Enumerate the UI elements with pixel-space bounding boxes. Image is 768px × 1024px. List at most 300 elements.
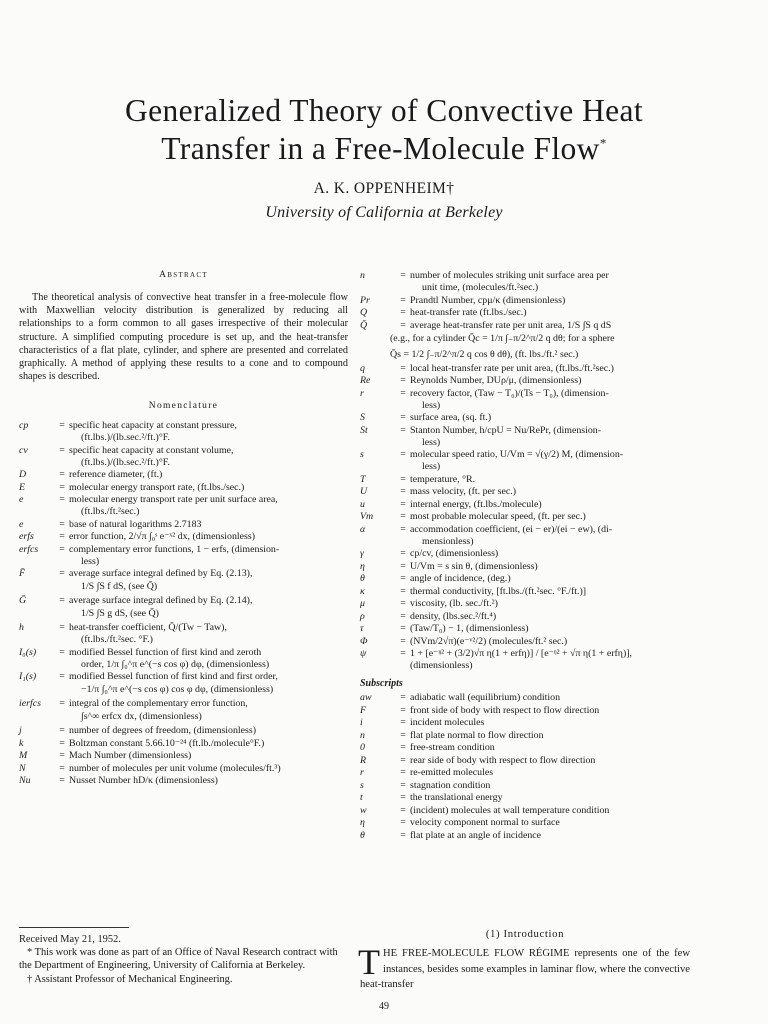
definition-text: Reynolds Number, DUρ/μ, (dimensionless) — [410, 375, 582, 386]
definition — [410, 648, 690, 672]
equals-sign: = — [400, 635, 406, 647]
equals-sign: = — [400, 598, 406, 609]
definition-text: specific heat capacity at constant volume, — [69, 444, 234, 456]
definition-text: flat plate normal to flow direction — [410, 729, 544, 741]
nomenclature-row — [360, 474, 690, 486]
symbol: η — [360, 560, 365, 572]
definition — [69, 519, 348, 531]
equals-sign: = — [400, 294, 406, 306]
definition-text: (Taw/T₀) − 1, (dimensionless) — [410, 623, 529, 634]
definition — [410, 792, 690, 804]
ierfc-formula: ∫s^∞ erfcx dx, (dimensionless) — [81, 711, 202, 723]
page-number: 49 — [379, 1001, 389, 1012]
definition — [410, 742, 690, 754]
bessel-i1-formula: −1/π ∫₀^π e^(−s cos φ) cos φ dφ, (dimensionless) — [81, 684, 274, 696]
introduction-text — [358, 942, 690, 993]
symbol: St — [360, 424, 368, 436]
definition-text: reference diameter, (ft.) — [69, 469, 163, 481]
symbol: Φ — [360, 635, 368, 647]
definition-text: recovery factor, (Taw − T₀)/(Ts − T₀), (dimension- — [410, 387, 609, 399]
definition-text: viscosity, (lb. sec./ft.²) — [410, 598, 498, 609]
symbol: e — [19, 494, 24, 506]
definition-text: molecular energy transport rate, (ft.lbs./sec.) — [69, 481, 245, 493]
definition-text: front side of body with respect to flow direction — [410, 704, 600, 716]
definition — [410, 449, 690, 473]
definition — [410, 830, 690, 842]
abstract-text: The theoretical analysis of convective heat transfer in a free-molecule flow with Maxwellian velocity distribution is generalized by reducing all relationships to a form common to all gases irrespective of their molecular structure. A simplified computing procedure is set up, and the heat-transfer characteristics of a flat plate, cylinder, and sphere are presented and correlated graphically. A method of applying these results to a cone and to compound shapes is described. — [19, 292, 348, 383]
received-date: Received May 21, 1952. — [19, 934, 121, 945]
definition-text: heat-transfer rate (ft.lbs./sec.) — [410, 307, 527, 318]
symbol: θ — [360, 829, 365, 841]
equals-sign: = — [400, 717, 406, 728]
definition-text: Mach Number (dimensionless) — [69, 750, 192, 762]
definition — [410, 548, 690, 560]
definition — [69, 595, 348, 607]
equals-sign: = — [59, 737, 65, 749]
definition-text: molecular speed ratio, U/Vm = √(γ/2) M, (dimension- — [410, 449, 624, 460]
right-column — [360, 270, 690, 842]
definition-continuation: (ft.lbs.)/(lb.sec.²/ft.)°F. — [81, 456, 170, 468]
definition-continuation: unit time, (molecules/ft.²sec.) — [422, 282, 539, 293]
nomenclature-row — [19, 531, 348, 543]
equals-sign: = — [59, 543, 65, 555]
definition — [410, 363, 690, 375]
equals-sign: = — [400, 449, 406, 460]
definition-text: adiabatic wall (equilibrium) condition — [410, 692, 561, 703]
definition — [410, 320, 690, 332]
definition — [410, 598, 690, 610]
footnotes — [19, 927, 348, 986]
nomenclature-row — [360, 817, 690, 829]
nomenclature-row — [19, 750, 348, 762]
nomenclature-row — [19, 725, 348, 737]
definition — [69, 445, 348, 469]
nomenclature-row — [360, 307, 690, 319]
definition — [410, 511, 690, 523]
nomenclature-row — [360, 830, 690, 842]
definition-continuation: (ft.lbs./ft.²sec.) — [81, 506, 140, 518]
nomenclature-row — [19, 494, 348, 518]
nomenclature-row — [360, 586, 690, 598]
symbol: Nu — [19, 775, 31, 787]
definition — [410, 805, 690, 817]
symbol: κ — [360, 585, 365, 597]
definition-text: incident molecules — [410, 717, 485, 728]
nomenclature-row — [19, 698, 348, 710]
footnote-funding: * This work was done as part of an Office of Naval Research contract with the Department of Engineering, University of California at Berkeley. — [19, 947, 338, 972]
symbol: η — [360, 817, 365, 828]
nomenclature-row — [19, 622, 348, 646]
nomenclature-row — [360, 648, 690, 672]
nomenclature-row — [19, 763, 348, 775]
footnote-author: † Assistant Professor of Mechanical Engineering. — [27, 973, 233, 985]
equals-sign: = — [400, 548, 406, 559]
definition-text: Stanton Number, h/cpU = Nu/RePr, (dimension- — [410, 424, 602, 436]
equals-sign: = — [400, 704, 406, 716]
definition — [69, 647, 348, 671]
definition-text: heat-transfer coefficient, Q̄/(Tw − Taw), — [69, 622, 227, 634]
definition-text: Boltzman constant 5.66.10⁻²⁴ (ft.lb./molecule°F.) — [69, 737, 265, 749]
symbol: I₁(s) — [19, 671, 37, 683]
nomenclature-row — [360, 705, 690, 717]
definition-text: angle of incidence, (deg.) — [410, 573, 511, 584]
definition-text: temperature, °R. — [410, 473, 476, 485]
footnote-rule — [19, 927, 129, 928]
nomenclature-row — [360, 598, 690, 610]
equals-sign: = — [400, 779, 406, 791]
equals-sign: = — [400, 486, 406, 497]
definition — [410, 524, 690, 548]
nomenclature-row — [19, 519, 348, 531]
drop-cap: T — [358, 942, 380, 982]
nomenclature-row — [19, 420, 348, 444]
definition — [410, 705, 690, 717]
equals-sign: = — [400, 473, 406, 485]
symbol: ψ — [360, 648, 367, 659]
equals-sign: = — [400, 754, 406, 766]
equals-sign: = — [59, 420, 65, 432]
definition — [410, 611, 690, 623]
definition — [410, 817, 690, 829]
symbol: α — [360, 523, 366, 535]
equals-sign: = — [400, 498, 406, 510]
equals-sign: = — [400, 270, 406, 281]
nomenclature-row — [360, 548, 690, 560]
equals-sign: = — [59, 595, 65, 607]
average-heat-formula-line2: Q̄s = 1/2 ∫₋π/2^π/2 q cos θ dθ), (ft. lbs./ft.² sec.) — [390, 348, 579, 360]
affiliation: University of California at Berkeley — [265, 204, 503, 221]
definition — [410, 295, 690, 307]
definition-text: 1 + [e⁻ᵑ² + (3/2)√π η(1 + erfη)] / [e⁻ᵑ² + √π η(1 + erfη)], (dimensionless) — [410, 648, 632, 671]
average-heat-formula — [360, 333, 690, 361]
nomenclature-row — [19, 568, 348, 580]
symbol: θ — [360, 573, 365, 584]
nomenclature-row — [360, 611, 690, 623]
introduction-body: HE FREE-MOLECULE FLOW RÉGIME represents one of the few instances, besides some examples in laminar flow, where the convective heat-transfer — [360, 948, 690, 990]
symbol: j — [19, 725, 22, 737]
nomenclature-row — [360, 499, 690, 511]
symbol: D — [19, 469, 27, 481]
equals-sign: = — [400, 729, 406, 741]
definition — [69, 763, 348, 775]
symbol: Ḡ — [19, 595, 27, 607]
equals-sign: = — [59, 750, 65, 762]
nomenclature-row — [360, 449, 690, 473]
definition — [410, 636, 690, 648]
definition-text: (incident) molecules at wall temperature condition — [410, 804, 610, 816]
nomenclature-row — [360, 573, 690, 585]
nomenclature-row — [19, 647, 348, 671]
nomenclature-row — [19, 445, 348, 469]
symbol: Q — [360, 307, 368, 318]
definition — [69, 738, 348, 750]
equals-sign: = — [59, 622, 65, 634]
nomenclature-row — [19, 482, 348, 494]
symbol: F̄ — [19, 568, 26, 580]
symbol: Q̄ — [360, 319, 368, 331]
title-line-2: Transfer in a Free-Molecule Flow — [161, 131, 600, 166]
symbol: Vm — [360, 511, 374, 522]
nomenclature-row — [360, 524, 690, 548]
definition-text: most probable molecular speed, (ft. per sec.) — [410, 511, 586, 522]
symbol: t — [360, 792, 363, 803]
equals-sign: = — [400, 585, 406, 597]
symbol: cp — [19, 420, 29, 432]
symbol: Pr — [360, 294, 370, 306]
equals-sign: = — [400, 523, 406, 535]
nomenclature-heading: Nomenclature — [148, 401, 219, 412]
symbol: U — [360, 486, 368, 497]
equals-sign: = — [400, 307, 406, 318]
definition-text: number of degrees of freedom, (dimensionless) — [69, 725, 257, 737]
nomenclature-row — [360, 717, 690, 729]
nomenclature-row — [360, 636, 690, 648]
gbar-formula: 1/S ∫S g dS, (see Q̄) — [81, 608, 159, 620]
definition — [69, 568, 348, 580]
symbol: r — [360, 387, 364, 399]
paper-title — [0, 92, 768, 168]
symbol: n — [360, 270, 365, 281]
definition-text: rear side of body with respect to flow direction — [410, 754, 596, 766]
nomenclature-row — [19, 738, 348, 750]
nomenclature-row — [360, 412, 690, 424]
definition — [410, 780, 690, 792]
equals-sign: = — [59, 469, 65, 481]
equals-sign: = — [400, 792, 406, 803]
author: A. K. OPPENHEIM† — [313, 180, 455, 197]
definition-text: cp/cv, (dimensionless) — [410, 548, 499, 559]
definition — [410, 270, 690, 294]
definition — [410, 730, 690, 742]
definition — [69, 622, 348, 646]
equals-sign: = — [400, 412, 406, 423]
title-line-1: Generalized Theory of Convective Heat — [125, 93, 643, 128]
symbol: n — [360, 729, 365, 741]
definition-continuation: less) — [81, 555, 100, 567]
left-column — [19, 270, 348, 788]
nomenclature-row — [360, 730, 690, 742]
equals-sign: = — [59, 494, 65, 506]
definition-continuation: less) — [422, 461, 441, 472]
nomenclature-row — [360, 511, 690, 523]
abstract-heading: Abstract — [159, 270, 208, 280]
equals-sign: = — [59, 725, 65, 737]
definition — [69, 725, 348, 737]
definition-text: average surface integral defined by Eq. (2.14), — [69, 595, 253, 607]
definition-text: modified Bessel function of first kind and zeroth — [69, 646, 262, 658]
nomenclature-row — [360, 767, 690, 779]
equals-sign: = — [59, 568, 65, 580]
definition-text: Nusset Number hD/κ (dimensionless) — [69, 775, 218, 787]
definition — [410, 307, 690, 319]
definition-text: velocity component normal to surface — [410, 817, 560, 828]
equals-sign: = — [59, 775, 65, 787]
symbol: F — [360, 704, 367, 716]
symbol: 0 — [360, 742, 365, 753]
nomenclature-row — [360, 780, 690, 792]
symbol: R — [360, 754, 367, 766]
definition — [69, 482, 348, 494]
equals-sign: = — [400, 511, 406, 522]
symbol: s — [360, 449, 364, 460]
nomenclature-right-top-list — [360, 270, 690, 332]
definition-text: (NVm/2√π)(e⁻ᵛ²/2) (molecules/ft.² sec.) — [410, 635, 568, 647]
symbol: ρ — [360, 610, 365, 622]
definition-text: stagnation condition — [410, 779, 491, 791]
symbol: aw — [360, 692, 372, 703]
definition-continuation: order, 1/π ∫₀^π e^(−s cos φ) dφ, (dimensionless) — [81, 658, 270, 670]
definition-text: base of natural logarithms 2.7183 — [69, 518, 202, 530]
nomenclature-left-list — [19, 420, 348, 787]
symbol: r — [360, 767, 364, 778]
definition-text: the translational energy — [410, 792, 503, 803]
definition — [410, 717, 690, 729]
symbol: μ — [360, 598, 365, 609]
nomenclature-row — [19, 595, 348, 607]
symbol: e — [19, 518, 24, 530]
definition-text: mass velocity, (ft. per sec.) — [410, 486, 517, 497]
definition — [410, 586, 690, 598]
equals-sign: = — [400, 804, 406, 816]
equals-sign: = — [59, 531, 65, 543]
definition-text: error function, 2/√π ∫₀ˢ e⁻ˣ² dx, (dimensionless) — [69, 531, 255, 543]
nomenclature-row — [360, 755, 690, 767]
equals-sign: = — [400, 742, 406, 753]
definition — [69, 750, 348, 762]
equals-sign: = — [400, 319, 406, 331]
nomenclature-row — [360, 692, 690, 704]
nomenclature-row — [360, 270, 690, 294]
definition — [410, 375, 690, 387]
definition-text: density, (lbs.sec.²/ft.⁴) — [410, 610, 497, 622]
symbol: i — [360, 717, 363, 728]
definition — [69, 531, 348, 543]
definition — [410, 499, 690, 511]
definition — [410, 623, 690, 635]
symbol: τ — [360, 623, 364, 634]
symbol: q — [360, 362, 365, 374]
definition — [69, 775, 348, 787]
equals-sign: = — [400, 648, 406, 659]
nomenclature-row — [360, 742, 690, 754]
symbol: cv — [19, 444, 28, 456]
definition-text: flat plate at an angle of incidence — [410, 829, 542, 841]
definition — [410, 486, 690, 498]
title-footnote-mark: * — [599, 135, 607, 151]
symbol: erfs — [19, 531, 34, 543]
symbol: s — [360, 779, 364, 791]
equals-sign: = — [400, 362, 406, 374]
equals-sign: = — [59, 671, 65, 683]
definition — [69, 698, 348, 710]
symbol: w — [360, 804, 367, 816]
definition — [410, 412, 690, 424]
symbol: I₀(s) — [19, 646, 37, 658]
symbol: γ — [360, 548, 364, 559]
definition-text: integral of the complementary error function, — [69, 698, 248, 710]
definition — [410, 425, 690, 449]
symbol: S — [360, 412, 365, 423]
nomenclature-row — [360, 623, 690, 635]
definition — [69, 671, 348, 683]
equals-sign: = — [59, 481, 65, 493]
definition — [69, 420, 348, 444]
nomenclature-row — [360, 320, 690, 332]
equals-sign: = — [400, 560, 406, 572]
definition — [410, 767, 690, 779]
definition-text: average heat-transfer rate per unit area, 1/S ∫S q dS — [410, 319, 612, 331]
definition-text: specific heat capacity at constant pressure, — [69, 420, 237, 432]
average-heat-formula-line1: (e.g., for a cylinder Q̄c = 1/π ∫₋π/2^π/2 q dθ; for a sphere — [390, 332, 615, 344]
nomenclature-row — [19, 671, 348, 683]
definition-text: surface area, (sq. ft.) — [410, 412, 492, 423]
nomenclature-row — [360, 388, 690, 412]
equals-sign: = — [400, 767, 406, 778]
definition-continuation: (ft.lbs.)/(lb.sec.²/ft.)°F. — [81, 432, 170, 444]
definition — [69, 494, 348, 518]
definition-text: number of molecules per unit volume (molecules/ft.³) — [69, 762, 281, 774]
symbol: N — [19, 762, 26, 774]
subscripts-list — [360, 692, 690, 842]
definition — [69, 544, 348, 568]
symbol: u — [360, 498, 365, 510]
equals-sign: = — [400, 817, 406, 828]
definition-text: average surface integral defined by Eq. (2.13), — [69, 568, 253, 580]
equals-sign: = — [400, 692, 406, 703]
definition-continuation: less) — [422, 436, 441, 448]
equals-sign: = — [59, 646, 65, 658]
equals-sign: = — [400, 610, 406, 622]
definition — [69, 469, 348, 481]
definition-text: thermal conductivity, [ft.lbs./(ft.²sec. °F./ft.)] — [410, 585, 587, 597]
symbol: M — [19, 750, 28, 762]
nomenclature-row — [360, 792, 690, 804]
definition — [410, 755, 690, 767]
definition — [410, 388, 690, 412]
definition-text: accommodation coefficient, (ei − er)/(ei − ew), (di- — [410, 523, 613, 535]
definition — [410, 474, 690, 486]
equals-sign: = — [400, 387, 406, 399]
subscripts-heading: Subscripts — [360, 678, 403, 689]
definition-text: U/Vm = s sin θ, (dimensionless) — [410, 560, 538, 572]
nomenclature-row — [360, 363, 690, 375]
symbol: k — [19, 737, 24, 749]
nomenclature-row — [360, 805, 690, 817]
equals-sign: = — [59, 444, 65, 456]
definition-continuation: less) — [422, 399, 441, 411]
nomenclature-row — [19, 775, 348, 787]
nomenclature-row — [360, 375, 690, 387]
equals-sign: = — [59, 762, 65, 774]
equals-sign: = — [400, 623, 406, 634]
definition-text: Prandtl Number, cpμ/κ (dimensionless) — [410, 294, 566, 306]
definition — [410, 573, 690, 585]
definition — [410, 561, 690, 573]
definition-text: internal energy, (ft.lbs./molecule) — [410, 498, 542, 510]
symbol: Re — [360, 375, 371, 386]
equals-sign: = — [400, 424, 406, 436]
definition-text: modified Bessel function of first kind and first order, — [69, 671, 278, 683]
symbol: h — [19, 622, 24, 634]
nomenclature-row — [360, 425, 690, 449]
nomenclature-row — [19, 544, 348, 568]
definition — [410, 692, 690, 704]
definition-text: local heat-transfer rate per unit area, (ft.lbs./ft.²sec.) — [410, 362, 614, 374]
fbar-formula: 1/S ∫S f dS, (see Q̄) — [81, 581, 158, 593]
definition-text: re-emitted molecules — [410, 767, 494, 778]
nomenclature-row — [360, 486, 690, 498]
symbol: ierfcs — [19, 698, 41, 710]
